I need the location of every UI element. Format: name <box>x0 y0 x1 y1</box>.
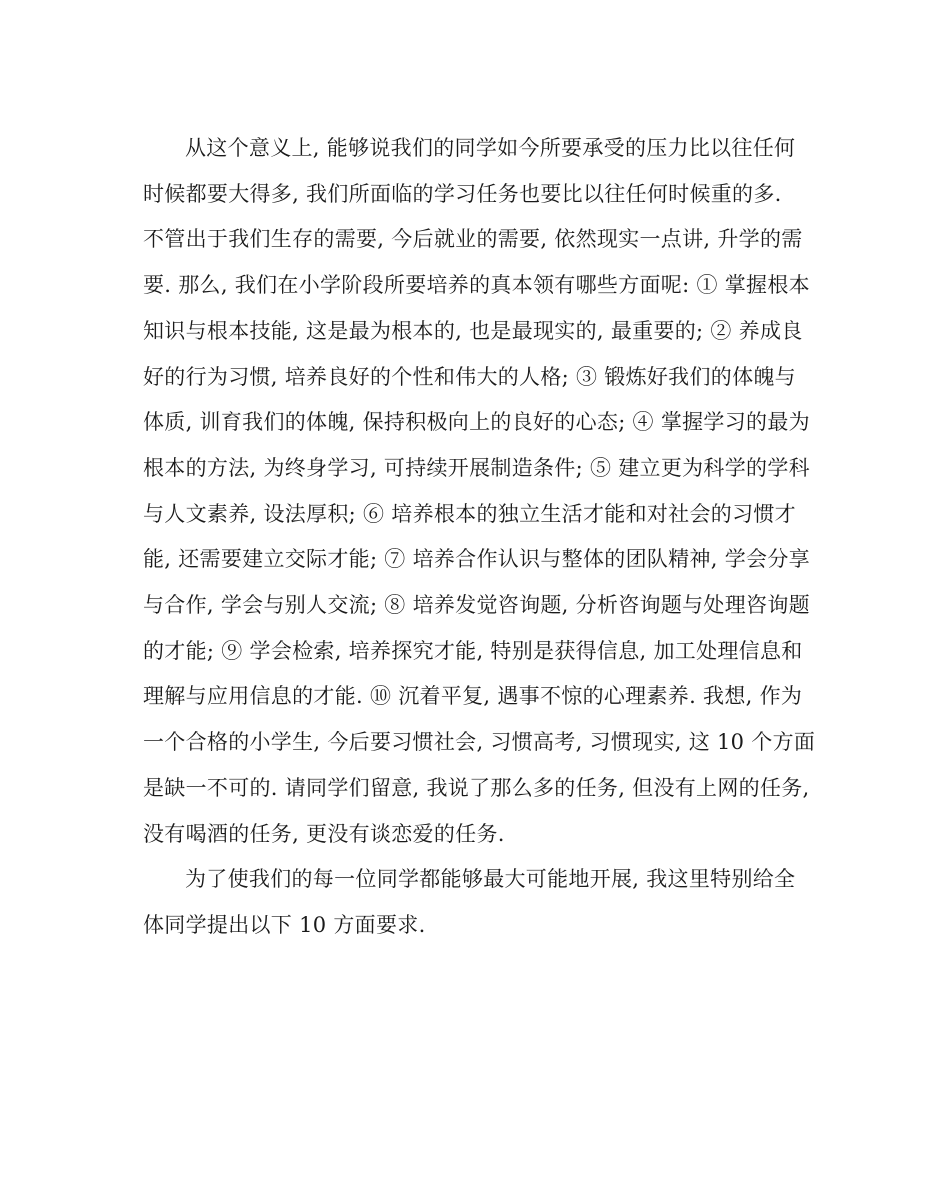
text-line: 体质, 训育我们的体魄, 保持积极向上的良好的心态; ④ 掌握学习的最为 <box>143 410 810 435</box>
text-line: 理解与应用信息的才能. ⑩ 沉着平复, 遇事不惊的心理素养. 我想, 作为 <box>143 684 803 709</box>
text-line: 一个合格的小学生, 今后要习惯社会, 习惯高考, 习惯现实, 这 10 个方面 <box>143 730 816 755</box>
text-line: 根本的方法, 为终身学习, 可持续开展制造条件; ⑤ 建立更为科学的学科 <box>143 455 810 480</box>
text-line: 从这个意义上, 能够说我们的同学如今所要承受的压力比以往任何 <box>185 136 796 160</box>
text-line: 与人文素养, 设法厚积; ⑥ 培养根本的独立生活才能和对社会的习惯才 <box>143 501 796 526</box>
paragraph-2 <box>143 857 807 948</box>
text-line: 体同学提出以下 10 方面要求. <box>143 912 426 937</box>
text-line: 能, 还需要建立交际才能; ⑦ 培养合作认识与整体的团队精神, 学会分享 <box>143 547 810 572</box>
text-line: 是缺一不可的. 请同学们留意, 我说了那么多的任务, 但没有上网的任务, <box>143 775 810 800</box>
text-line: 为了使我们的每一位同学都能够最大可能地开展, 我这里特别给全 <box>185 867 796 892</box>
paragraph-1 <box>143 126 816 857</box>
text-line: 好的行为习惯, 培养良好的个性和伟大的人格; ③ 锻炼好我们的体魄与 <box>143 364 796 389</box>
text-line: 没有喝酒的任务, 更没有谈恋爱的任务. <box>143 821 505 846</box>
text-line: 的才能; ⑨ 学会检索, 培养探究才能, 特别是获得信息, 加工处理信息和 <box>143 638 803 663</box>
text-line: 时候都要大得多, 我们所面临的学习任务也要比以往任何时候重的多. <box>143 181 782 206</box>
text-line: 要. 那么, 我们在小学阶段所要培养的真本领有哪些方面呢: ① 掌握根本 <box>143 273 810 298</box>
text-line: 知识与根本技能, 这是最为根本的, 也是最现实的, 最重要的; ② 养成良 <box>143 318 803 343</box>
text-line: 不管出于我们生存的需要, 今后就业的需要, 依然现实一点讲, 升学的需 <box>143 227 803 252</box>
document-body <box>143 126 816 949</box>
text-line: 与合作, 学会与别人交流; ⑧ 培养发觉咨询题, 分析咨询题与处理咨询题 <box>143 593 810 618</box>
